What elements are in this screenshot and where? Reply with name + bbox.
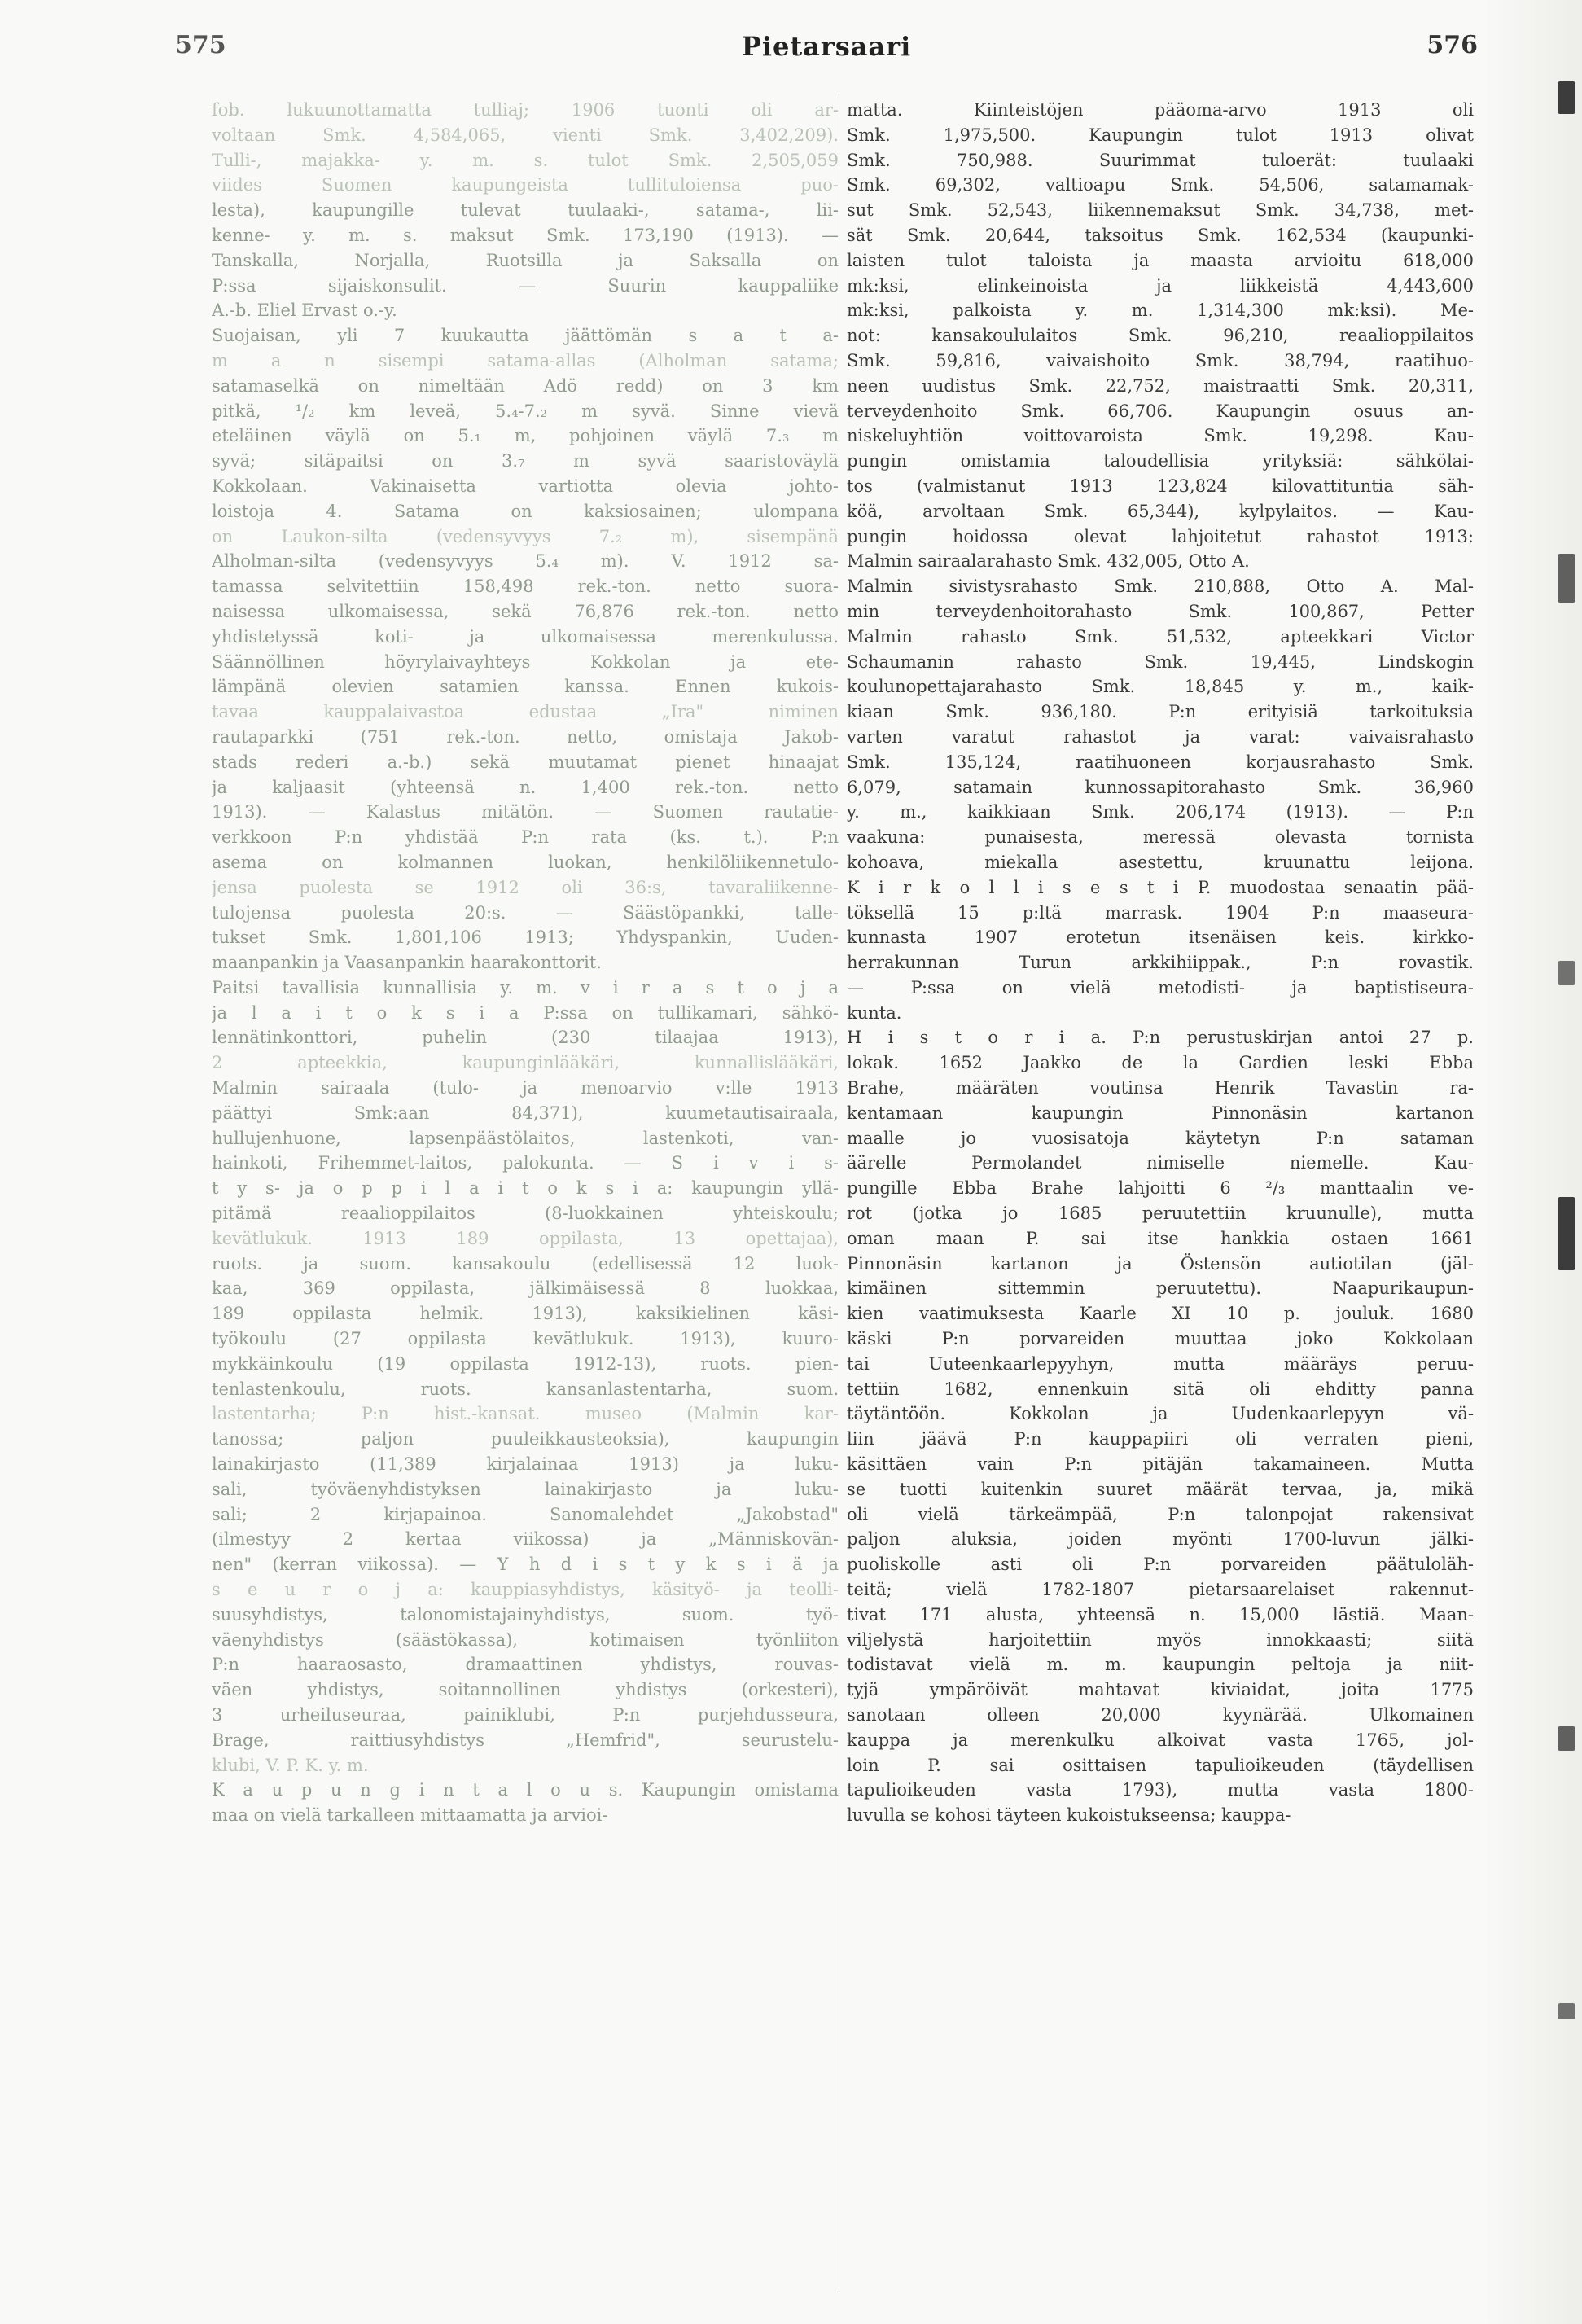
text-line: oli vielä tärkeämpää, P:n talonpojat rakensivat <box>847 1504 1474 1524</box>
text-line: viides Suomen kaupungeista tullituloiensa puo- <box>212 175 839 195</box>
text-line: Smk. 1,975,500. Kaupungin tulot 1913 olivat <box>847 125 1474 145</box>
text-line: vaakuna: punaisesta, meressä olevasta tornista <box>847 827 1474 848</box>
text-line: kaa, 369 oppilasta, jälkimäisessä 8 luokkaa, <box>212 1278 839 1299</box>
text-line: ja l a i t o k s i a P:ssa on tullikamari, sähkö- <box>212 1002 839 1023</box>
text-line: P:ssa sijaiskonsulit. — Suurin kauppaliike <box>212 275 839 296</box>
page-edge-shadow <box>1484 0 1582 2324</box>
page-number-right: 576 <box>1426 31 1478 59</box>
text-line: s e u r o j a: kauppiasyhdistys, käsityö- ja teolli- <box>212 1580 839 1600</box>
text-line: ja kaljaasit (yhteensä n. 1,400 rek.-ton. netto <box>212 777 839 797</box>
text-line: jensa puolesta se 1912 oli 36:s, tavaraliikenne- <box>212 877 839 897</box>
text-line: sät Smk. 20,644, taksoitus Smk. 162,534 (kaupunki- <box>847 225 1474 245</box>
text-line: on Laukon-silta (vedensyvyys 7.₂ m), sisempänä <box>212 526 839 546</box>
text-line: Pinnonäsin kartanon ja Östensön autiotilan (jäl- <box>847 1253 1474 1274</box>
text-line: varten varatut rahastot ja varat: vaivaisrahasto <box>847 726 1474 747</box>
text-line: Suojaisan, yli 7 kuukautta jäättömän s a t a- <box>212 326 839 346</box>
text-line: kauppa ja merenkulku alkoivat vasta 1765, jol- <box>847 1730 1474 1750</box>
text-line: eteläinen väylä on 5.₁ m, pohjoinen väylä 7.₃ m <box>212 426 839 446</box>
text-line: stads rederi a.-b.) sekä muutamat pienet hinaajat <box>212 752 839 772</box>
text-line: matta. Kiinteistöjen pääoma-arvo 1913 oli <box>847 100 1474 120</box>
text-line: koulunopettajarahasto Smk. 18,845 y. m., kaik- <box>847 677 1474 697</box>
right-text-column <box>847 98 1474 2296</box>
text-line: tivat 171 alusta, yhteensä n. 15,000 lästiä. Maan- <box>847 1604 1474 1625</box>
text-line: neen uudistus Smk. 22,752, maistraatti Smk. 20,311, <box>847 375 1474 396</box>
left-text-column <box>212 98 839 2296</box>
page-edge-mark <box>1558 554 1575 603</box>
text-line: lastentarha; P:n hist.-kansat. museo (Malmin kar- <box>212 1404 839 1424</box>
text-line: köä, arvoltaan Smk. 65,344), kylpylaitos. — Kau- <box>847 501 1474 521</box>
text-line: mykkäinkoulu (19 oppilasta 1912-13), ruots. pien- <box>212 1353 839 1374</box>
text-line: terveydenhoito Smk. 66,706. Kaupungin osuus an- <box>847 401 1474 421</box>
text-line: oman maan P. sai itse hankkia ostaen 1661 <box>847 1228 1474 1248</box>
text-line: H i s t o r i a. P:n perustuskirjan antoi 27 p. <box>847 1028 1474 1048</box>
text-line: tettiin 1682, ennenkuin sitä oli ehditty panna <box>847 1379 1474 1399</box>
text-line: Malmin rahasto Smk. 51,532, apteekkari Victor <box>847 626 1474 647</box>
text-line: luvulla se kohosi täyteen kukoistukseensa; kauppa- <box>847 1805 1291 1826</box>
page-header <box>175 31 1478 67</box>
text-line: tos (valmistanut 1913 123,824 kilovattituntia säh- <box>847 476 1474 496</box>
text-line: lokak. 1652 Jaakko de la Gardien leski Ebba <box>847 1053 1474 1073</box>
text-line: kohoava, miekalla asestettu, kruunattu leijona. <box>847 852 1474 872</box>
text-line: kunnasta 1907 erotetun itsenäisen keis. kirkko- <box>847 927 1474 948</box>
text-line: liin jäävä P:n kauppapiiri oli verraten pieni, <box>847 1429 1474 1449</box>
text-line: teitä; vielä 1782-1807 pietarsaarelaiset rakennut- <box>847 1580 1474 1600</box>
text-line: Alholman-silta (vedensyvyys 5.₄ m). V. 1912 sa- <box>212 551 839 572</box>
text-line: Säännöllinen höyrylaivayhteys Kokkolan ja ete- <box>212 651 839 672</box>
text-line: tamassa selvitettiin 158,498 rek.-ton. netto suora- <box>212 577 839 597</box>
text-line: voltaan Smk. 4,584,065, vienti Smk. 3,402,209). <box>212 125 839 145</box>
text-line: väen yhdistys, soitannollinen yhdistys (orkesteri), <box>212 1680 839 1700</box>
text-line: tai Uuteenkaarlepyyhyn, mutta määräys peruu- <box>847 1353 1474 1374</box>
page-edge-mark <box>1558 81 1575 114</box>
text-line: pungin omistamia taloudellisia yrityksiä: sähkölai- <box>847 451 1474 471</box>
text-line: not: kansakoululaitos Smk. 96,210, reaalioppilaitos <box>847 326 1474 346</box>
text-line: käsittäen vain P:n pitäjän takamaineen. Mutta <box>847 1454 1474 1475</box>
text-line: nen" (kerran viikossa). — Y h d i s t y k s i ä ja <box>212 1554 839 1575</box>
text-line: min terveydenhoitorahasto Smk. 100,867, Petter <box>847 601 1474 621</box>
text-line: kevätlukuk. 1913 189 oppilasta, 13 opettajaa), <box>212 1228 839 1248</box>
text-line: Brage, raittiusyhdistys „Hemfrid", seurustelu- <box>212 1730 839 1750</box>
text-line: kiaan Smk. 936,180. P:n erityisiä tarkoituksia <box>847 702 1474 722</box>
text-line: y. m., kaikkiaan Smk. 206,174 (1913). — P:n <box>847 802 1474 822</box>
text-line: pitämä reaalioppilaitos (8-luokkainen yhteiskoulu; <box>212 1204 839 1224</box>
text-line: 2 apteekkia, kaupunginlääkäri, kunnallislääkäri, <box>212 1053 839 1073</box>
text-line: Tulli-, majakka- y. m. s. tulot Smk. 2,505,059 <box>212 150 839 170</box>
text-line: pungille Ebba Brahe lahjoitti 6 ²/₃ manttaalin ve- <box>847 1178 1474 1199</box>
text-line: P:n haaraosasto, dramaattinen yhdistys, rouvas- <box>212 1655 839 1675</box>
text-line: sali; 2 kirjapainoa. Sanomalehdet „Jakobstad" <box>212 1504 839 1524</box>
text-line: sut Smk. 52,543, liikennemaksut Smk. 34,738, met- <box>847 200 1474 221</box>
text-line: K a u p u n g i n t a l o u s. Kaupungin omistama <box>212 1780 839 1800</box>
text-line: K i r k o l l i s e s t i P. muodostaa senaatin pää- <box>847 877 1474 897</box>
text-line: lainakirjasto (11,389 kirjalainaa 1913) ja luku- <box>212 1454 839 1475</box>
text-line: Malmin sairaalarahasto Smk. 432,005, Otto A. <box>847 551 1250 572</box>
text-line: äärelle Permolandet nimiselle niemelle. Kau- <box>847 1153 1474 1173</box>
text-line: loistoja 4. Satama on kaksiosainen; ulompana <box>212 501 839 521</box>
text-line: syvä; sitäpaitsi on 3.₇ m syvä saaristoväylä <box>212 451 839 471</box>
text-line: tyjä ympäröivät mahtavat kiviaidat, joita 1775 <box>847 1680 1474 1700</box>
text-line: puoliskolle asti oli P:n porvareiden päätuloläh- <box>847 1554 1474 1575</box>
page-edge-mark <box>1558 1197 1575 1270</box>
text-line: Smk. 135,124, raatihuoneen korjausrahasto Smk. <box>847 752 1474 772</box>
text-line: mk:ksi, palkoista y. m. 1,314,300 mk:ksi). Me- <box>847 300 1474 321</box>
text-line: (ilmestyy 2 kertaa viikossa) ja „Människovän- <box>212 1529 839 1550</box>
text-line: paljon aluksia, joiden myönti 1700-luvun jälki- <box>847 1529 1474 1550</box>
text-line: täytäntöön. Kokkolan ja Uudenkaarlepyyn vä- <box>847 1404 1474 1424</box>
text-line: Smk. 750,988. Suurimmat tuloerät: tuulaaki <box>847 150 1474 170</box>
text-line: kentamaan kaupungin Pinnonäsin kartanon <box>847 1103 1474 1123</box>
text-line: tanossa; paljon puuleikkausteoksia), kaupungin <box>212 1429 839 1449</box>
text-line: kien vaatimuksesta Kaarle XI 10 p. jouluk. 1680 <box>847 1304 1474 1324</box>
text-line: mk:ksi, elinkeinoista ja liikkeistä 4,443,600 <box>847 275 1474 296</box>
text-line: Malmin sivistysrahasto Smk. 210,888, Otto A. Mal- <box>847 577 1474 597</box>
page-edge-mark <box>1558 961 1575 985</box>
text-line: satamaselkä on nimeltään Adö redd) on 3 km <box>212 375 839 396</box>
text-line: Schaumanin rahasto Smk. 19,445, Lindskogin <box>847 651 1474 672</box>
text-line: todistavat vielä m. m. kaupungin peltoja ja niit- <box>847 1655 1474 1675</box>
text-line: käski P:n porvareiden muuttaa joko Kokkolaan <box>847 1329 1474 1349</box>
page-number-left: 575 <box>175 31 226 59</box>
text-line: Smk. 59,816, vaivaishoito Smk. 38,794, raatihuo- <box>847 350 1474 371</box>
text-line: työkoulu (27 oppilasta kevätlukuk. 1913), kuuro- <box>212 1329 839 1349</box>
text-line: hullujenhuone, lapsenpäästölaitos, lastenkoti, van- <box>212 1128 839 1148</box>
text-line: sanotaan olleen 20,000 kyynärää. Ulkomainen <box>847 1705 1474 1725</box>
text-line: klubi, V. P. K. y. m. <box>212 1755 369 1775</box>
text-line: suusyhdistys, talonomistajainyhdistys, suom. työ- <box>212 1604 839 1625</box>
text-line: yhdistetyssä koti- ja ulkomaisessa merenkulussa. <box>212 626 839 647</box>
text-line: t y s- ja o p p i l a i t o k s i a: kaupungin yllä- <box>212 1178 839 1199</box>
text-line: Brahe, määräten voutinsa Henrik Tavastin ra- <box>847 1078 1474 1098</box>
text-line: Kokkolaan. Vakinaisetta vartiotta olevia johto- <box>212 476 839 496</box>
text-line: loin P. sai osittaisen tapulioikeuden (täydellisen <box>847 1755 1474 1775</box>
text-line: m a n sisempi satama-allas (Alholman satama; <box>212 350 839 371</box>
text-line: tulojensa puolesta 20:s. — Säästöpankki, talle- <box>212 902 839 923</box>
text-line: A.-b. Eliel Ervast o.-y. <box>212 300 397 321</box>
text-line: lennätinkonttori, puhelin (230 tilaajaa 1913), <box>212 1028 839 1048</box>
text-line: se tuotti kuitenkin suuret määrät tervaa, ja, mikä <box>847 1479 1474 1499</box>
text-line: verkkoon P:n yhdistää P:n rata (ks. t.). P:n <box>212 827 839 848</box>
text-line: herrakunnan Turun arkkihiippak., P:n rovastik. <box>847 953 1474 973</box>
text-line: Smk. 69,302, valtioapu Smk. 54,506, satamamak- <box>847 175 1474 195</box>
text-line: sali, työväenyhdistyksen lainakirjasto ja luku- <box>212 1479 839 1499</box>
page-edge-mark <box>1558 2003 1575 2019</box>
text-line: lesta), kaupungille tulevat tuulaaki-, satama-, lii- <box>212 200 839 221</box>
text-line: asema on kolmannen luokan, henkilöliikennetulo- <box>212 852 839 872</box>
text-line: Malmin sairaala (tulo- ja menoarvio v:lle 1913 <box>212 1078 839 1098</box>
text-line: tapulioikeuden vasta 1793), mutta vasta 1800- <box>847 1780 1474 1800</box>
text-line: 3 urheiluseuraa, painiklubi, P:n purjehdusseura, <box>212 1705 839 1725</box>
text-line: rot (jotka jo 1685 peruutettiin kruunulle), mutta <box>847 1204 1474 1224</box>
text-line: kenne- y. m. s. maksut Smk. 173,190 (1913). — <box>212 225 839 245</box>
text-line: tenlastenkoulu, ruots. kansanlastentarha, suom. <box>212 1379 839 1399</box>
text-line: ruots. ja suom. kansakoulu (edellisessä 12 luok- <box>212 1253 839 1274</box>
text-line: päättyi Smk:aan 84,371), kuumetautisairaala, <box>212 1103 839 1123</box>
text-line: maalle jo vuosisatoja käytetyn P:n sataman <box>847 1128 1474 1148</box>
text-line: lämpänä olevien satamien kanssa. Ennen kukois- <box>212 677 839 697</box>
text-line: hainkoti, Frihemmet-laitos, palokunta. — S i v i s- <box>212 1153 839 1173</box>
text-line: — P:ssa on vielä metodisti- ja baptistiseura- <box>847 977 1474 998</box>
text-line: laisten tulot taloista ja maasta arvioitu 618,000 <box>847 250 1474 270</box>
text-line: pungin hoidossa olevat lahjoitetut rahastot 1913: <box>847 526 1474 546</box>
text-line: väenyhdistys (säästökassa), kotimaisen työnliiton <box>212 1629 839 1650</box>
text-line: tukset Smk. 1,801,106 1913; Yhdyspankin, Uuden- <box>212 927 839 948</box>
page-edge-mark <box>1558 1726 1575 1751</box>
text-line: naisessa ulkomaisessa, sekä 76,876 rek.-ton. netto <box>212 601 839 621</box>
text-line: maa on vielä tarkalleen mittaamatta ja arvioi- <box>212 1805 608 1826</box>
page-title: Pietarsaari <box>741 31 912 62</box>
text-line: niskeluyhtiön voittovaroista Smk. 19,298. Kau- <box>847 426 1474 446</box>
text-line: kunta. <box>847 1002 902 1023</box>
text-line: töksellä 15 p:ltä marrask. 1904 P:n maaseura- <box>847 902 1474 923</box>
text-line: rautaparkki (751 rek.-ton. netto, omistaja Jakob- <box>212 726 839 747</box>
text-line: 1913). — Kalastus mitätön. — Suomen rautatie- <box>212 802 839 822</box>
text-line: 6,079, satamain kunnossapitorahasto Smk. 36,960 <box>847 777 1474 797</box>
text-line: tavaa kauppalaivastoa edustaa „Ira" niminen <box>212 702 839 722</box>
text-line: viljelystä harjoitettiin myös innokkaasti; siitä <box>847 1629 1474 1650</box>
text-line: Tanskalla, Norjalla, Ruotsilla ja Saksalla on <box>212 250 839 270</box>
text-line: Paitsi tavallisia kunnallisia y. m. v i r a s t o j a <box>212 977 839 998</box>
text-line: maanpankin ja Vaasanpankin haarakonttorit. <box>212 953 602 973</box>
text-line: fob. lukuunottamatta tulliaj; 1906 tuonti oli ar- <box>212 100 839 120</box>
text-line: 189 oppilasta helmik. 1913), kaksikielinen käsi- <box>212 1304 839 1324</box>
text-line: kimäinen sittemmin peruutettu). Naapurikaupun- <box>847 1278 1474 1299</box>
text-line: pitkä, ¹/₂ km leveä, 5.₄-7.₂ m syvä. Sinne vievä <box>212 401 839 421</box>
